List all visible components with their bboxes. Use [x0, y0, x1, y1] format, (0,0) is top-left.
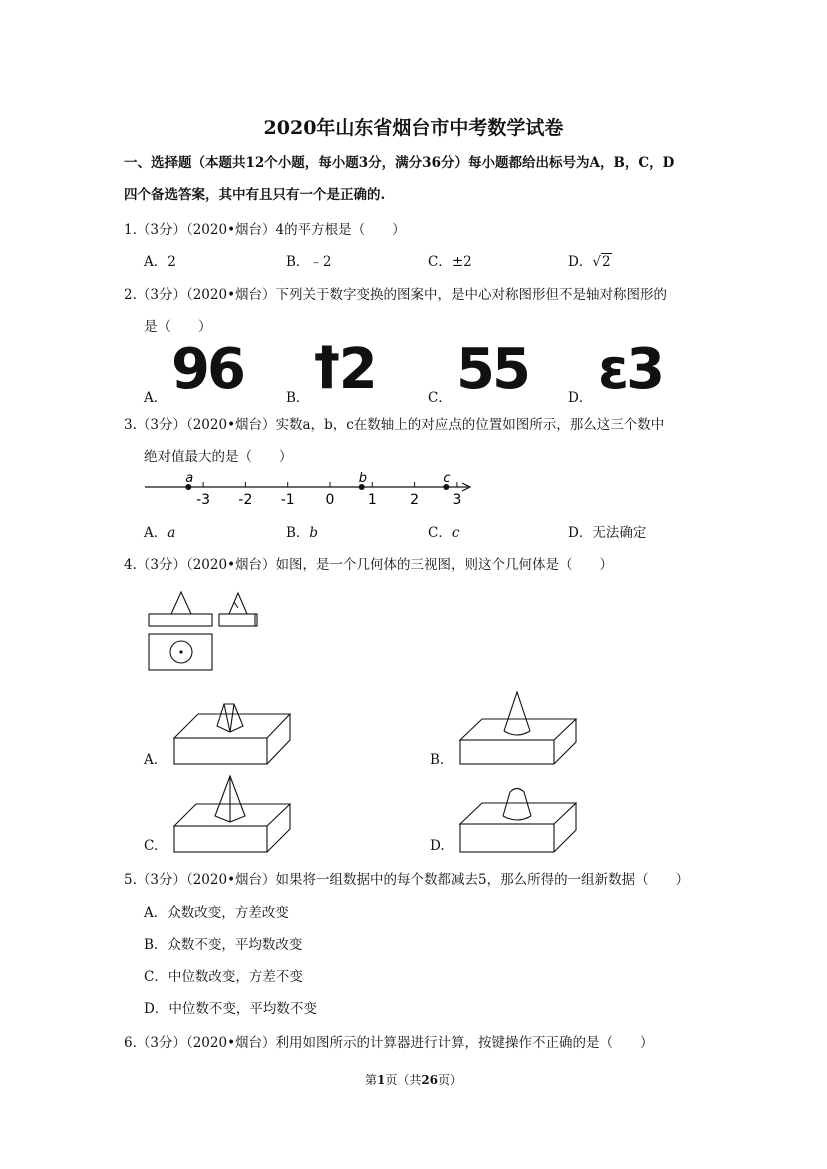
- q4-stem: 4.（3分）（2020•烟台）如图，是一个几何体的三视图，则这个几何体是（ ）: [124, 557, 614, 573]
- q4-option-a-figure[interactable]: [170, 696, 295, 768]
- q5-option-a[interactable]: A．众数改变，方差改变: [144, 905, 289, 921]
- q3-option-a-label: A．: [144, 525, 168, 541]
- footer-total-pages: 26: [421, 1073, 439, 1087]
- front-view-base: [149, 614, 212, 626]
- section-heading-line1: 一、选择题（本题共12个小题，每小题3分，满分36分）每小题都给出标号为A，B，C，D: [124, 155, 675, 171]
- q3-option-b-label: B．: [286, 525, 310, 541]
- three-view-figure: [146, 588, 261, 673]
- q2-option-d-glyph[interactable]: ɛ3: [598, 337, 663, 402]
- q4-option-c-figure[interactable]: [170, 774, 295, 856]
- q2-option-b-label[interactable]: B．: [286, 390, 310, 406]
- q3-option-a[interactable]: [144, 521, 175, 541]
- q2-option-b-glyph[interactable]: ꝉ2: [312, 337, 375, 402]
- q2-option-c-label[interactable]: C．: [428, 390, 452, 406]
- sqrt-sign-icon: √: [592, 254, 601, 270]
- q5-option-b[interactable]: B．众数不变，平均数改变: [144, 937, 303, 953]
- number-line-point-label: c: [443, 471, 451, 486]
- q3-stem-line1: 3.（3分）（2020•烟台）实数a，b，c在数轴上的对应点的位置如图所示，那么这三个数中: [124, 417, 665, 433]
- number-line-tick-label: 3: [452, 492, 462, 508]
- q4-option-d-label[interactable]: D.: [430, 838, 445, 854]
- q3-stem-line2: 绝对值最大的是（ ）: [144, 449, 293, 465]
- q5-option-c[interactable]: C．中位数改变，方差不变: [144, 969, 303, 985]
- q1-option-a[interactable]: A．2: [144, 254, 176, 270]
- front-view-cone: [171, 592, 191, 614]
- page-footer: [0, 1071, 827, 1088]
- q5-option-d[interactable]: D．中位数不变，平均数不变: [144, 1001, 317, 1017]
- number-line-tick-label: -2: [238, 492, 253, 508]
- q4-option-c-label[interactable]: C.: [144, 838, 159, 854]
- number-line-tick-label: 2: [410, 492, 420, 508]
- number-line: [140, 468, 480, 510]
- side-view-cone: [229, 593, 247, 614]
- q3-option-b[interactable]: [286, 521, 318, 541]
- q2-stem-line2: 是（ ）: [144, 319, 212, 335]
- number-line-point-label: b: [358, 471, 367, 486]
- q1-option-d-label: D．: [568, 254, 593, 270]
- footer-page-number: 1: [376, 1073, 386, 1087]
- q4-option-b-label[interactable]: B.: [430, 752, 445, 768]
- number-line-point-label: a: [185, 471, 194, 486]
- q3-option-a-var: a: [167, 525, 176, 541]
- q4-option-d-figure[interactable]: [456, 780, 582, 856]
- number-line-tick-label: -3: [196, 492, 211, 508]
- q3-option-d[interactable]: D．无法确定: [568, 525, 647, 541]
- q1-option-c[interactable]: C．±2: [428, 254, 472, 270]
- q3-option-c[interactable]: [428, 521, 459, 541]
- q2-option-c-glyph[interactable]: 55: [456, 337, 528, 402]
- q2-option-d-label[interactable]: D．: [568, 390, 593, 406]
- footer-prefix: 第: [364, 1073, 377, 1087]
- page-title: 2020年山东省烟台市中考数学试卷: [263, 117, 564, 139]
- number-line-tick-label: 1: [367, 492, 377, 508]
- number-line-tick-label: -1: [280, 492, 295, 508]
- footer-suffix: 页）: [438, 1073, 463, 1087]
- q2-option-a-label[interactable]: A．: [144, 390, 168, 406]
- footer-mid: 页（共: [385, 1073, 422, 1087]
- side-view-base: [219, 614, 257, 626]
- q5-stem: 5.（3分）（2020•烟台）如果将一组数据中的每个数都减去5，那么所得的一组新数据（ ）: [124, 872, 690, 888]
- q4-option-b-figure[interactable]: [456, 686, 582, 768]
- section-heading-line2: 四个备选答案，其中有且只有一个是正确的.: [124, 187, 386, 203]
- number-line-tick-label: 0: [325, 492, 335, 508]
- q2-option-a-glyph[interactable]: 96: [171, 337, 243, 402]
- q6-stem: 6.（3分）（2020•烟台）利用如图所示的计算器进行计算，按键操作不正确的是（ ）: [124, 1035, 654, 1051]
- q3-option-c-label: C．: [428, 525, 452, 541]
- q3-option-b-var: b: [309, 525, 319, 541]
- q1-stem: 1.（3分）（2020•烟台）4的平方根是（ ）: [124, 222, 406, 238]
- q1-option-d[interactable]: [568, 250, 612, 270]
- q4-option-a-label[interactable]: A.: [144, 752, 159, 768]
- q1-option-b[interactable]: B．﹣2: [286, 254, 332, 270]
- q2-stem-line1: 2.（3分）（2020•烟台）下列关于数字变换的图案中，是中心对称图形但不是轴对称图形的: [124, 287, 668, 303]
- q1-radicand: 2: [601, 254, 611, 270]
- q3-option-c-var: c: [451, 525, 460, 541]
